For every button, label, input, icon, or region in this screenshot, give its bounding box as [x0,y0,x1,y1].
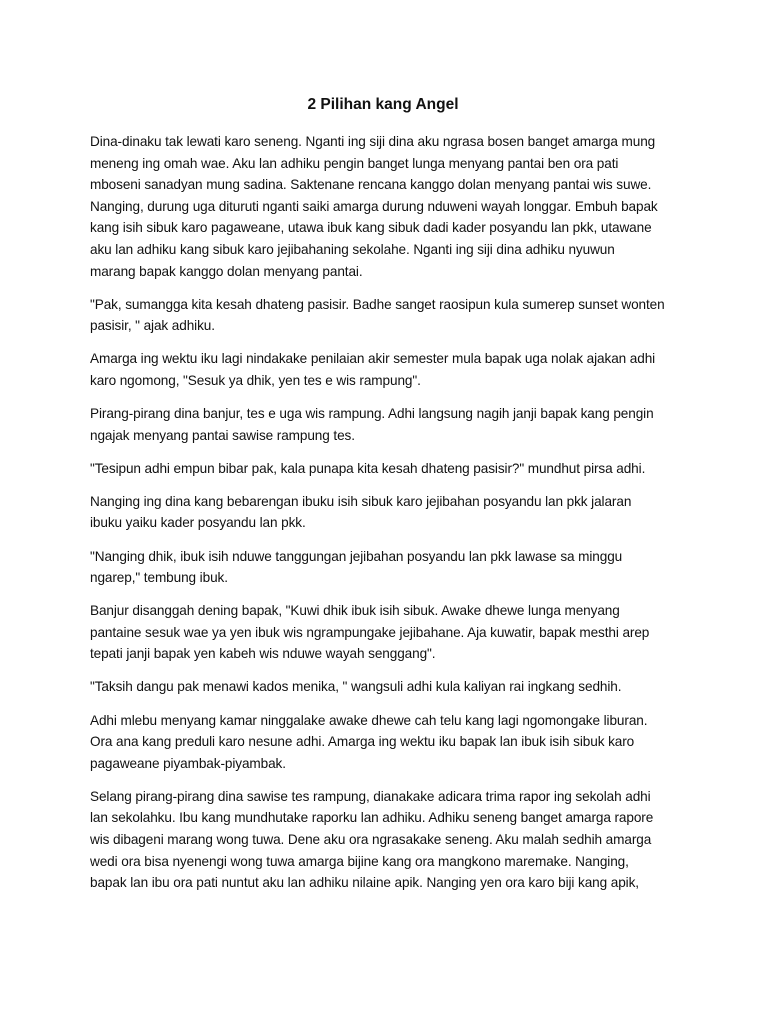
text-line: Amarga ing wektu iku lagi nindakake penilaian akir semester mula bapak uga nolak ajakan adhi [90,351,656,367]
text-line: Dina-dinaku tak lewati karo seneng. Nganti ing siji dina aku ngrasa bosen banget amarga mung [90,134,656,149]
text-line: Banjur disanggah dening bapak, "Kuwi dhik ibuk isih sibuk. Awake dhewe lunga menyang [90,603,620,619]
text-line: Nanging, durung uga dituruti nganti saiki amarga durung nduweni wayah longgar. Embuh bapak [90,198,658,214]
text-line: ngarep," tembung ibuk. [90,570,228,586]
text-line: "Tesipun adhi empun bibar pak, kala punapa kita kesah dhateng pasisir?" mundhut pirsa adhi. [90,460,646,476]
text-line: bapak lan ibu ora pati nuntut aku lan adhiku nilaine apik. Nanging yen ora karo biji kang apik, [90,875,639,891]
document-body [90,131,676,894]
text-line: "Pak, sumangga kita kesah dhateng pasisir. Badhe sanget raosipun kula sumerep sunset wonten [90,296,665,312]
text-line: wis dibageni marang wong tuwa. Dene aku ora ngrasakake seneng. Aku malah sedhih amarga [90,832,652,848]
text-line: aku lan adhiku kang sibuk karo jejibahaning sekolahe. Nganti ing siji dina adhiku nyuwun [90,241,615,257]
text-line: Pirang-pirang dina banjur, tes e uga wis rampung. Adhi langsung nagih janji bapak kang pengin [90,406,654,422]
text-line: marang bapak kanggo dolan menyang pantai. [90,263,363,279]
text-line: Nanging ing dina kang bebarengan ibuku isih sibuk karo jejibahan posyandu lan pkk jalaran [90,493,632,509]
text-line: Ora ana kang preduli karo nesune adhi. Amarga ing wektu iku bapak lan ibuk isih sibuk karo [90,734,635,750]
text-line: kang isih sibuk karo pagaweane, utawa ibuk kang sibuk dadi kader posyandu lan pkk, utawane [90,220,652,236]
paragraph [90,546,676,589]
text-line: mboseni sanadyan mung sadina. Saktenane rencana kanggo dolan menyang pantai wis suwe. [90,177,652,193]
paragraph [90,458,676,480]
paragraph [90,294,676,337]
text-line: karo ngomong, "Sesuk ya dhik, yen tes e wis rampung". [90,372,421,388]
paragraph [90,676,676,698]
paragraph [90,348,676,391]
text-line: meneng ing omah wae. Aku lan adhiku pengin banget lunga menyang pantai ben ora pati [90,155,619,171]
paragraph [90,786,676,894]
text-line: "Nanging dhik, ibuk isih nduwe tanggungan jejibahan posyandu lan pkk lawase sa minggu [90,548,623,564]
text-line: pantaine sesuk wae ya yen ibuk wis ngrampungake jejibahane. Aja kuwatir, bapak mesthi arep [90,624,650,640]
paragraph [90,131,676,282]
text-line: tepati janji bapak yen kabeh wis nduwe wayah senggang". [90,646,436,662]
paragraph [90,403,676,446]
paragraph [90,491,676,534]
text-line: pagaweane piyambak-piyambak. [90,755,286,771]
paragraph [90,710,676,775]
paragraph [90,600,676,665]
text-line: wedi ora bisa nyenengi wong tuwa amarga bijine kang ora mangkono maremake. Nanging, [90,853,629,869]
text-line: ibuku yaiku kader posyandu lan pkk. [90,515,306,531]
text-line: "Taksih dangu pak menawi kados menika, " wangsuli adhi kula kaliyan rai ingkang sedhih. [90,679,622,695]
text-line: Adhi mlebu menyang kamar ninggalake awake dhewe cah telu kang lagi ngomongake liburan. [90,712,648,728]
document-title: 2 Pilihan kang Angel [307,96,459,113]
text-line: Selang pirang-pirang dina sawise tes rampung, dianakake adicara trima rapor ing sekolah adhi [90,788,651,804]
text-line: ngajak menyang pantai sawise rampung tes. [90,427,355,443]
text-line: pasisir, " ajak adhiku. [90,318,215,334]
text-line: lan sekolahku. Ibu kang mundhutake raporku lan adhiku. Adhiku seneng banget amarga rapore [90,810,654,826]
